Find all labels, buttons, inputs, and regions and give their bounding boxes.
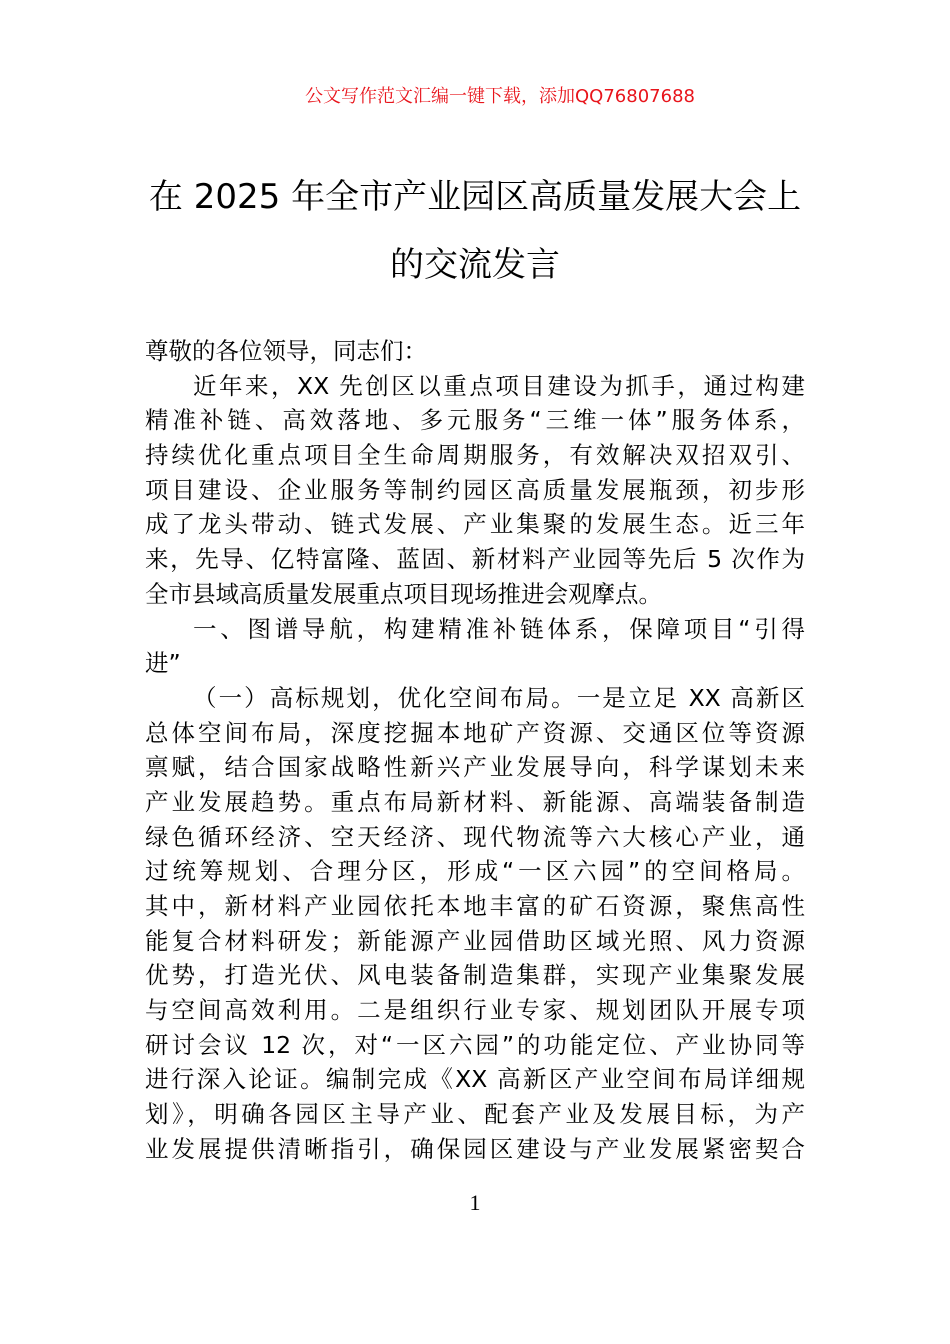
text-line: 进” [145, 649, 181, 678]
text-line: 项目建设、企业服务等制约园区高质量发展瓶颈，初步形 [145, 475, 805, 504]
document-body [145, 334, 805, 1167]
text-line: 总体空间布局，深度挖掘本地矿产资源、交通区位等资源 [145, 718, 805, 747]
text-line: （一）高标规划，优化空间布局。一是立足 XX 高新区 [193, 683, 805, 712]
text-line: 近年来，XX 先创区以重点项目建设为抓手，通过构建 [193, 371, 805, 400]
text-line: 持续优化重点项目全生命周期服务，有效解决双招双引、 [145, 441, 805, 470]
text-line: 研讨会议 12 次，对“一区六园”的功能定位、产业协同等 [145, 1030, 805, 1059]
text-line: 全市县域高质量发展重点项目现场推进会观摩点。 [145, 579, 662, 608]
text-line: 禀赋，结合国家战略性新兴产业发展导向，科学谋划未来 [145, 753, 805, 782]
document-title-line-1: 在 2025 年全市产业园区高质量发展大会上 [148, 177, 802, 217]
text-line: 产业发展趋势。重点布局新材料、新能源、高端装备制造 [145, 787, 805, 816]
text-line: 与空间高效利用。二是组织行业专家、规划团队开展专项 [145, 996, 805, 1025]
paragraph [145, 369, 805, 612]
page-number: 1 [469, 1190, 481, 1215]
text-line: 一、图谱导航，构建精准补链体系，保障项目“引得 [193, 614, 805, 643]
text-line: 成了龙头带动、链式发展、产业集聚的发展生态。近三年 [145, 510, 805, 539]
text-line: 来，先导、亿特富隆、蓝固、新材料产业园等先后 5 次作为 [145, 545, 805, 574]
text-line: 业发展提供清晰指引，确保园区建设与产业发展紧密契合 [145, 1134, 805, 1163]
text-line: 划》，明确各园区主导产业、配套产业及发展目标，为产 [145, 1100, 805, 1129]
text-line: 其中，新材料产业园依托本地丰富的矿石资源，聚焦高性 [145, 892, 805, 920]
text-line: 优势，打造光伏、风电装备制造集群，实现产业集聚发展 [145, 961, 805, 990]
text-line: 进行深入论证。编制完成《XX 高新区产业空间布局详细规 [145, 1065, 805, 1094]
paragraph [145, 681, 805, 1167]
text-line: 尊敬的各位领导，同志们： [145, 337, 427, 365]
watermark-header: 公文写作范文汇编一键下载，添加QQ76807688 [305, 86, 695, 107]
text-line: 过统筹规划、合理分区，形成“一区六园”的空间格局。 [145, 857, 805, 886]
text-line: 能复合材料研发；新能源产业园借助区域光照、风力资源 [145, 926, 805, 955]
paragraph [145, 334, 805, 369]
paragraph [145, 612, 805, 681]
text-line: 精准补链、高效落地、多元服务“三维一体”服务体系， [145, 406, 805, 435]
text-line: 绿色循环经济、空天经济、现代物流等六大核心产业，通 [145, 822, 805, 851]
document-title-line-2: 的交流发言 [390, 245, 560, 285]
